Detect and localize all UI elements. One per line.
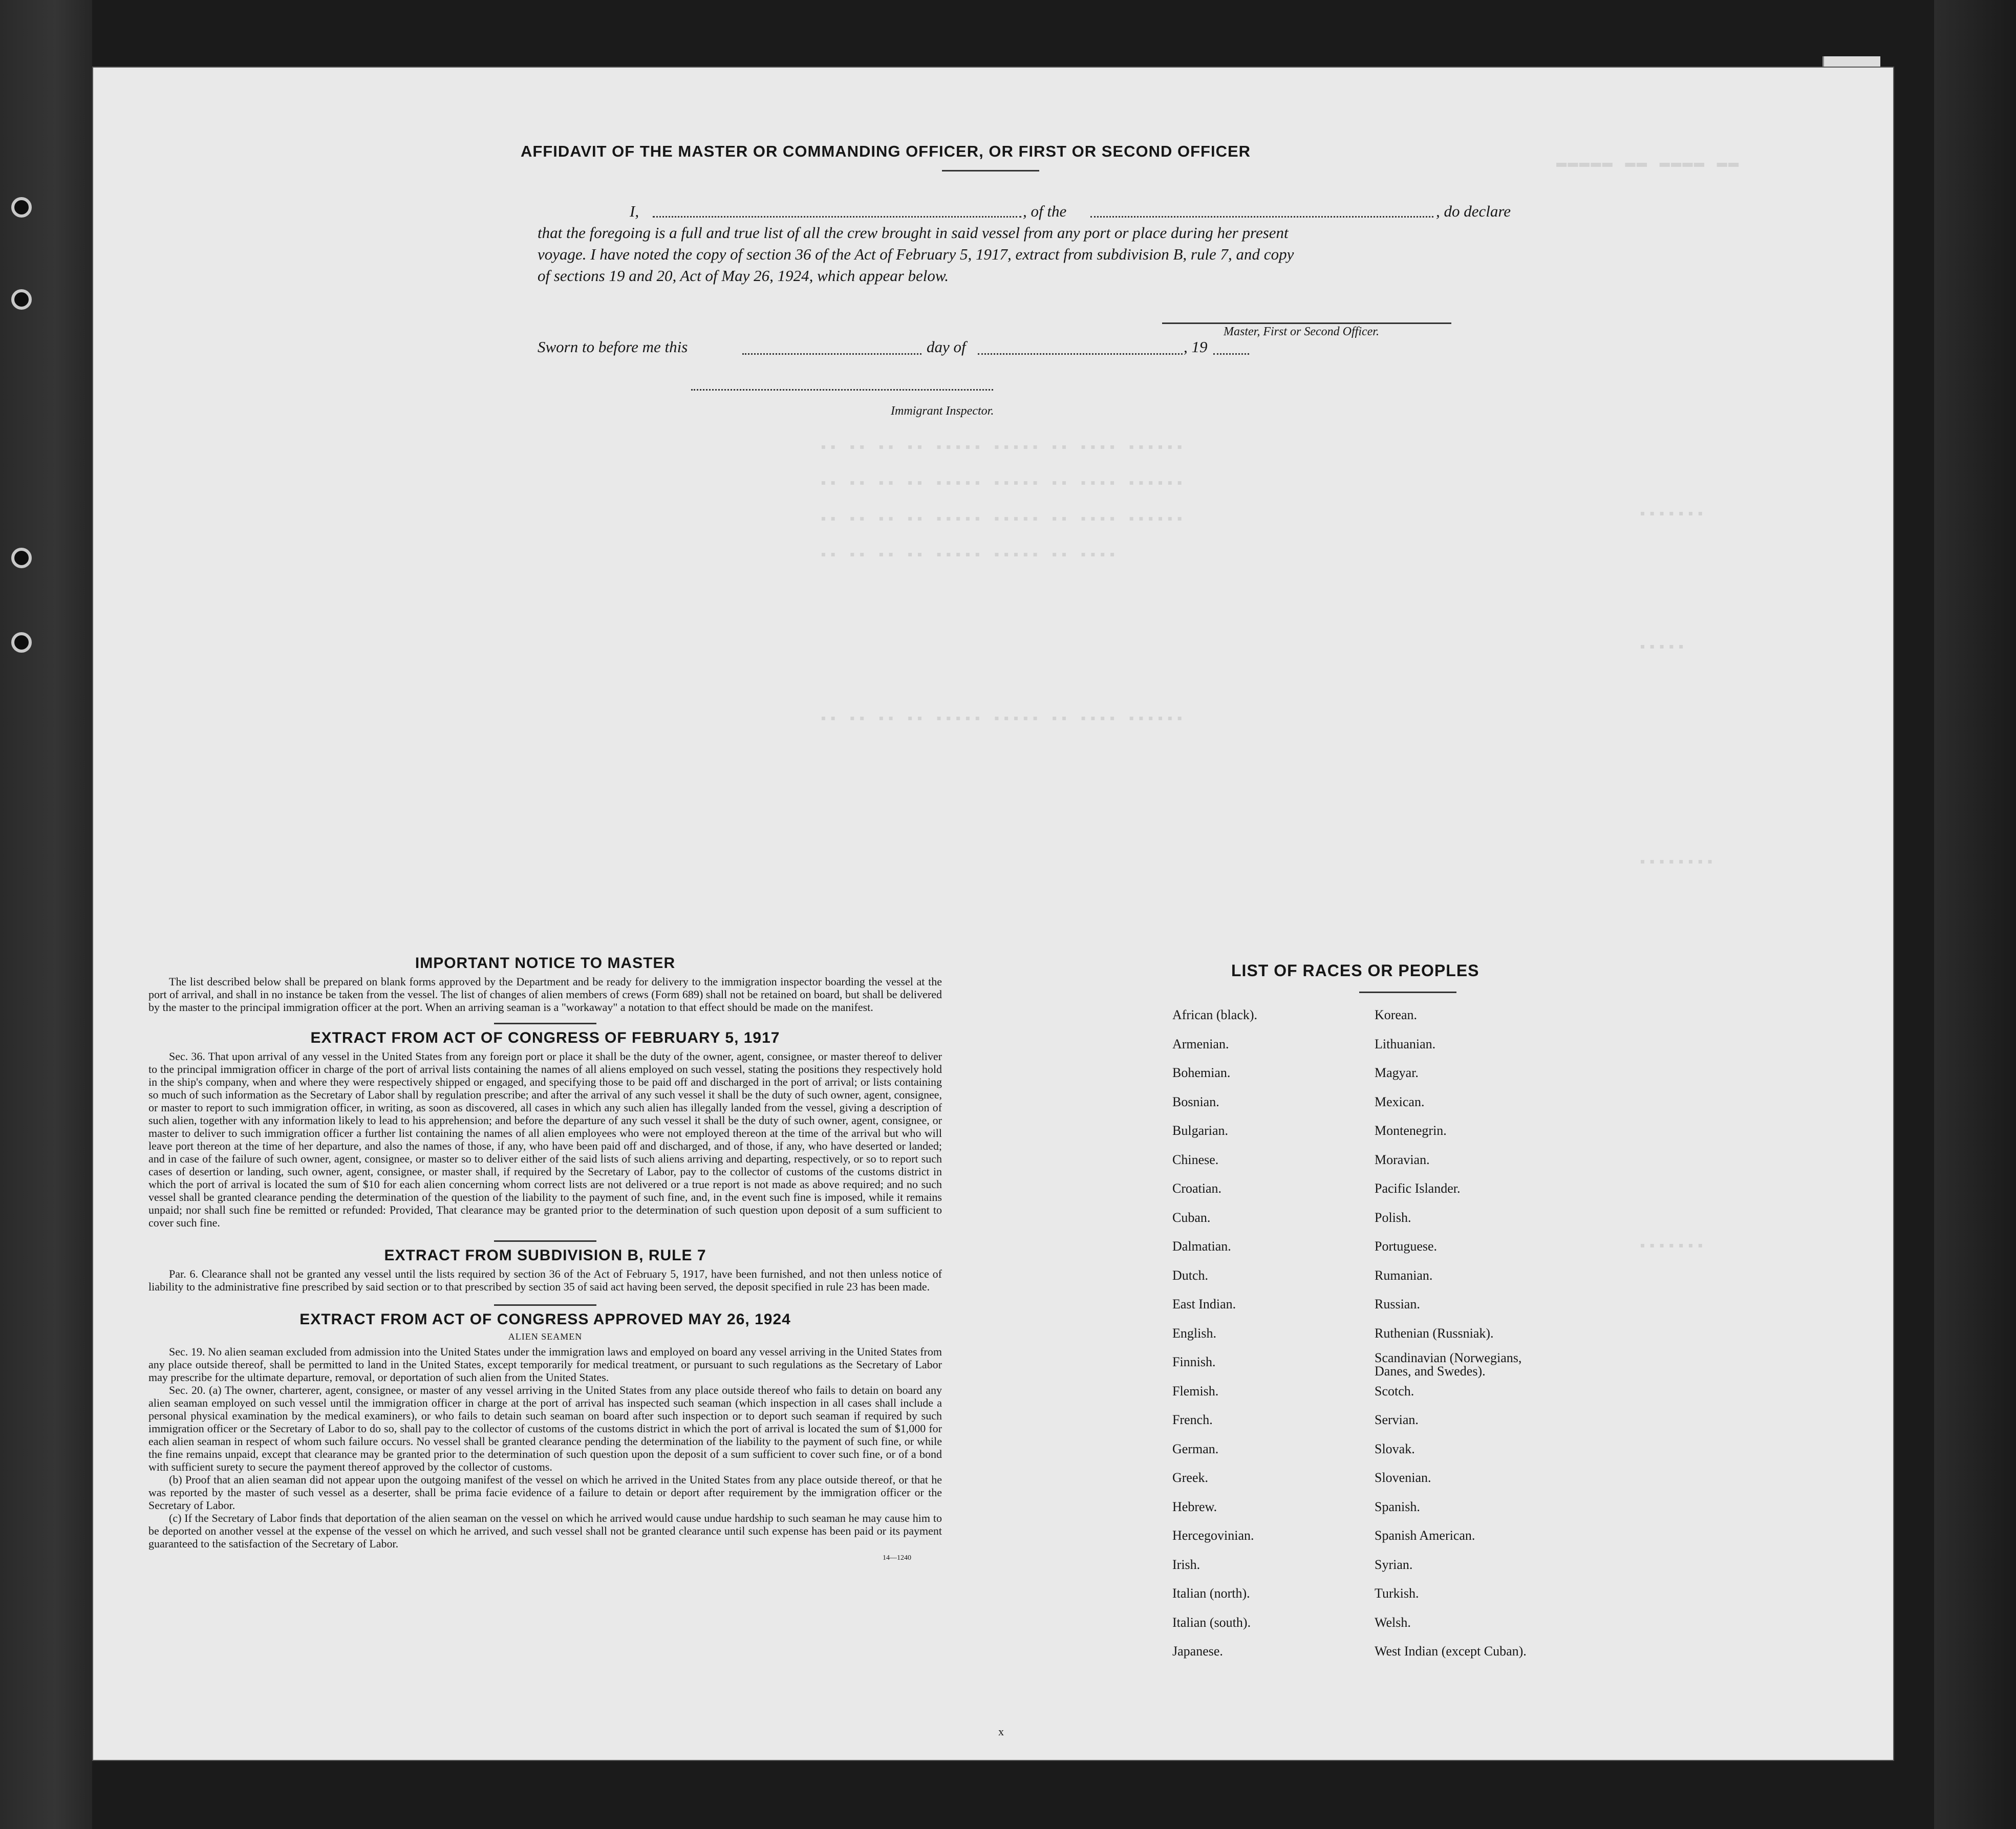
race-item-right: Mexican.	[1375, 1094, 1425, 1109]
day-of-label: day of	[927, 338, 966, 356]
race-item-right: Magyar.	[1375, 1065, 1419, 1080]
race-item-right: Slovak.	[1375, 1441, 1415, 1456]
sec20a-body: Sec. 20. (a) The owner, charterer, agent, consignee, or master of any vessel arriving in the United States from any place outside thereof who fails to detain on board any alien seaman employed on such vessel until the immigration officer in charge at the port of arrival has inspected such seaman (which inspection in all cases shall include a personal physical examination by the medical examiners), or who fails to detain such seaman on board after such inspection or to deport such seaman if required by such immigration officer or the Secretary of Labor to do so, shall pay to the collector of customs of the customs district in which the port of arrival is located the sum of $1,000 for each alien seaman in respect of whom such failure occurs. No vessel shall be granted clearance pending the determination of the liability to the payment of such fine, or while the fine remains unpaid, except that clearance may be granted prior to the determination of such question upon the deposit of a sum sufficient to cover such fine, or of a bond with sufficient surety to secure the payment thereof approved by the collector of customs.	[148, 1384, 942, 1473]
race-item-right: Spanish American.	[1375, 1528, 1475, 1543]
race-item-right: Ruthenian (Russniak).	[1375, 1325, 1494, 1341]
race-item-left: East Indian.	[1172, 1297, 1236, 1311]
race-item-left: French.	[1172, 1412, 1213, 1427]
race-item-left: Italian (south).	[1172, 1615, 1251, 1630]
bleed-through-text: ▪▪▪▪▪▪▪	[1638, 1239, 1706, 1255]
race-item-left: Cuban.	[1172, 1210, 1211, 1225]
section-divider	[494, 1240, 596, 1242]
race-item-right: Servian.	[1375, 1412, 1419, 1427]
bleed-through-text: ▪▪▪▪▪	[1638, 640, 1687, 656]
race-item-left: Croatian.	[1172, 1181, 1222, 1196]
scan-border-left	[0, 0, 92, 1829]
bleed-through-text: ▪▪▪▪▪▪▪	[1638, 507, 1706, 523]
races-title: LIST OF RACES OR PEOPLES	[1231, 961, 1479, 980]
race-item-left: Armenian.	[1172, 1036, 1229, 1051]
extract-1924-title: EXTRACT FROM ACT OF CONGRESS APPROVED MAY 26, 1924	[299, 1311, 791, 1328]
sworn-line	[538, 338, 1234, 363]
race-item-right: Lithuanian.	[1375, 1036, 1436, 1051]
section-divider	[494, 1304, 596, 1306]
race-item-right: Korean.	[1375, 1007, 1418, 1022]
race-item-right: Turkish.	[1375, 1586, 1419, 1601]
affidavit-i-label: I,	[630, 202, 639, 220]
bleed-through-text: ▪▪ ▪▪ ▪▪ ▪▪ ▪▪▪▪▪ ▪▪▪▪▪ ▪▪ ▪▪▪▪	[819, 548, 1118, 564]
extract-1924-subtitle: ALIEN SEAMEN	[508, 1331, 583, 1342]
notice-title: IMPORTANT NOTICE TO MASTER	[415, 955, 676, 972]
race-item-left: Dalmatian.	[1172, 1239, 1231, 1254]
race-item-left: Finnish.	[1172, 1354, 1216, 1369]
year-prefix-label: , 19	[1184, 338, 1208, 356]
vessel-name-field[interactable]	[1090, 216, 1433, 218]
affidavit-title: AFFIDAVIT OF THE MASTER OR COMMANDING OFFICER, OR FIRST OR SECOND OFFICER	[520, 142, 1251, 160]
race-item-right: Rumanian.	[1375, 1267, 1433, 1283]
race-item-right: West Indian (except Cuban).	[1375, 1644, 1527, 1659]
bleed-through-text: ▪▪ ▪▪ ▪▪ ▪▪ ▪▪▪▪▪ ▪▪▪▪▪ ▪▪ ▪▪▪▪ ▪▪▪▪▪▪	[819, 712, 1185, 727]
sworn-day-field[interactable]	[742, 353, 921, 355]
rule7-body: Par. 6. Clearance shall not be granted any vessel until the lists required by section 36 of the Act of February 5, 1917, have been furnished, and not then unless notice of liability to the administrative fine prescribed by said section or to that prescribed by section 35 of said act having been served, the deposit specified in rule 23 has been made.	[148, 1267, 942, 1293]
race-item-left: Japanese.	[1172, 1644, 1223, 1659]
extract-1917-title: EXTRACT FROM ACT OF CONGRESS OF FEBRUARY 5, 1917	[310, 1029, 780, 1046]
scan-border-right	[1934, 0, 2016, 1829]
race-item-left: Greek.	[1172, 1470, 1209, 1485]
race-item-left: English.	[1172, 1325, 1216, 1341]
race-item-left: German.	[1172, 1441, 1219, 1456]
race-item-left: Hebrew.	[1172, 1499, 1217, 1514]
inspector-label: Immigrant Inspector.	[891, 404, 994, 418]
race-item-right: Polish.	[1375, 1210, 1411, 1225]
bleed-through-text: ▬▬▬▬▬ ▬▬ ▬▬▬▬ ▬▬	[1556, 154, 1740, 173]
affidavit-line-2: that the foregoing is a full and true list of all the crew brought in said vessel from any port or place during her present	[538, 224, 1289, 242]
binder-hole-icon	[11, 289, 32, 310]
race-item-right: Welsh.	[1375, 1615, 1411, 1630]
extract-1917-body: Sec. 36. That upon arrival of any vessel in the United States from any foreign port or place it shall be the duty of the owner, agent, consignee, or master thereof to deliver to the principal immigration officer in charge of the port of arrival lists containing the names of all aliens employed on such vessel, stating the positions they respectively hold in the ship's company, when and where they were respectively shipped or engaged, and specifying those to be paid off and discharged in the port of arrival; or lists containing so much of such information as the Secretary of Labor shall by regulation prescribe; and after the arrival of any such vessel it shall be the duty of such owner, agent, consignee, or master to report to such immigration officer, in writing, as soon as discovered, all cases in which any such alien has illegally landed from the vessel, giving a description of such alien, together with any information likely to lead to his apprehension; and before the departure of any such vessel it shall be the duty of such owner, agent, consignee, or master to deliver to such immigration officer a further list containing the names of all alien employees who were not employed thereon at the time of the arrival but who will leave port thereon at the time of her departure, and also the names of those, if any, who have been paid off and discharged, and of those, if any, who have deserted or landed; and in case of the failure of such owner, agent, consignee, or master so to deliver either of the said lists of such aliens arriving and departing, respectively, or so to report such cases of desertion or landing, such owner, agent, consignee, or master shall, if required by the Secretary of Labor, pay to the collector of customs of the customs district in which the port of arrival is located the sum of $10 for each alien concerning whom correct lists are not delivered or a true report is not made as above required; and no such vessel shall be granted clearance pending the determination of the question of the liability to the payment of such fine, and, in the event such fine is imposed, while it remains unpaid; nor shall such fine be remitted or refunded: Provided, That clearance may be granted prior to the determination of such question upon deposit of a sum sufficient to cover such fine.	[148, 1050, 942, 1229]
affidavit-line-4: of sections 19 and 20, Act of May 26, 1924, which appear below.	[538, 267, 949, 285]
binder-hole-icon	[11, 548, 32, 568]
form-number: 14—1240	[883, 1554, 911, 1562]
bleed-through-text: ▪▪▪▪▪▪▪▪	[1638, 855, 1715, 871]
sworn-label: Sworn to before me this	[538, 338, 688, 356]
race-item-right: Scotch.	[1375, 1383, 1414, 1398]
race-item-left: Bosnian.	[1172, 1094, 1219, 1109]
affidavit-of-the: , of the	[1023, 202, 1067, 220]
race-item-right: Slovenian.	[1375, 1470, 1431, 1485]
master-signature-label: Master, First or Second Officer.	[1224, 325, 1379, 338]
race-item-right: Syrian.	[1375, 1557, 1413, 1572]
inspector-signature-field[interactable]	[691, 389, 993, 391]
sec19-body: Sec. 19. No alien seaman excluded from admission into the United States under the immigration laws and employed on board any vessel arriving in the United States from any place outside thereof, shall be permitted to land in the United States, except temporarily for medical treatment, or pursuant to such regulations as the Secretary of Labor may prescribe for the ultimate departure, removal, or deportation of such alien from the United States.	[148, 1345, 942, 1384]
race-item-right: Russian.	[1375, 1297, 1420, 1311]
race-item-right: Moravian.	[1375, 1152, 1430, 1167]
race-item-right: Spanish.	[1375, 1499, 1420, 1514]
sec20c-body: (c) If the Secretary of Labor finds that deportation of the alien seaman on the vessel on which he arrived would cause undue hardship to such seaman he may cause him to be deported on another vessel at the expense of the vessel on which he arrived, and such vessel shall not be granted clearance until such expense has been paid or its payment guaranteed to the satisfaction of the Secretary of Labor.	[148, 1512, 942, 1550]
bleed-through-text: ▪▪ ▪▪ ▪▪ ▪▪ ▪▪▪▪▪ ▪▪▪▪▪ ▪▪ ▪▪▪▪ ▪▪▪▪▪▪	[819, 512, 1185, 528]
sworn-year-field[interactable]	[1213, 353, 1249, 355]
affidavit-do-declare: , do declare	[1436, 202, 1511, 220]
affidavit-paragraph	[538, 201, 1582, 287]
race-item-right: Portuguese.	[1375, 1239, 1438, 1254]
races-title-underline	[1359, 992, 1456, 993]
section-divider	[494, 1023, 596, 1024]
race-item-left: Chinese.	[1172, 1152, 1219, 1167]
manifest-page	[92, 67, 1894, 1761]
affidavit-line-3: voyage. I have noted the copy of section 36 of the Act of February 5, 1917, extract from subdivision B, rule 7, and copy	[538, 245, 1294, 263]
binder-hole-icon	[11, 632, 32, 653]
race-item-left: Dutch.	[1172, 1267, 1209, 1283]
race-item-left: Irish.	[1172, 1557, 1200, 1572]
race-item-left: Italian (north).	[1172, 1586, 1250, 1601]
master-signature-field[interactable]	[1162, 322, 1451, 324]
rule7-title: EXTRACT FROM SUBDIVISION B, RULE 7	[384, 1247, 706, 1264]
binder-hole-icon	[11, 197, 32, 218]
title-divider	[942, 170, 1039, 171]
notice-body: The list described below shall be prepared on blank forms approved by the Department and be ready for delivery to the immigration inspector boarding the vessel at the port of arrival, and shall in no instance be taken from the vessel. The list of changes of alien members of crews (Form 689) shall not be retained on board, but shall be delivered by the master to the principal immigration officer at the port. When an arriving seaman is a "workaway" a notation to that effect should be made on the manifest.	[148, 975, 942, 1014]
race-item-left: African (black).	[1172, 1007, 1258, 1022]
bleed-through-text: ▪▪ ▪▪ ▪▪ ▪▪ ▪▪▪▪▪ ▪▪▪▪▪ ▪▪ ▪▪▪▪ ▪▪▪▪▪▪	[819, 440, 1185, 456]
race-item-left: Hercegovinian.	[1172, 1528, 1254, 1543]
race-item-left: Bohemian.	[1172, 1065, 1231, 1080]
race-item-left: Bulgarian.	[1172, 1123, 1229, 1138]
bottom-mark: x	[998, 1725, 1004, 1738]
notices-column	[148, 955, 942, 1562]
bleed-through-text: ▪▪ ▪▪ ▪▪ ▪▪ ▪▪▪▪▪ ▪▪▪▪▪ ▪▪ ▪▪▪▪ ▪▪▪▪▪▪	[819, 476, 1185, 492]
race-item-left: Flemish.	[1172, 1383, 1219, 1398]
race-item-right: Montenegrin.	[1375, 1123, 1447, 1138]
race-item-right: Pacific Islander.	[1375, 1181, 1461, 1196]
race-item-right: Scandinavian (Norwegians, Danes, and Swedes).	[1375, 1350, 1522, 1379]
sworn-month-field[interactable]	[978, 353, 1183, 355]
declarant-name-field[interactable]	[653, 216, 1021, 218]
sec20b-body: (b) Proof that an alien seaman did not appear upon the outgoing manifest of the vessel on which he arrived in the United States from any place outside thereof, or that he was reported by the master of such vessel as a deserter, shall be prima facie evidence of a failure to detain or deport after requirement by the immigration officer or the Secretary of Labor.	[148, 1473, 942, 1512]
